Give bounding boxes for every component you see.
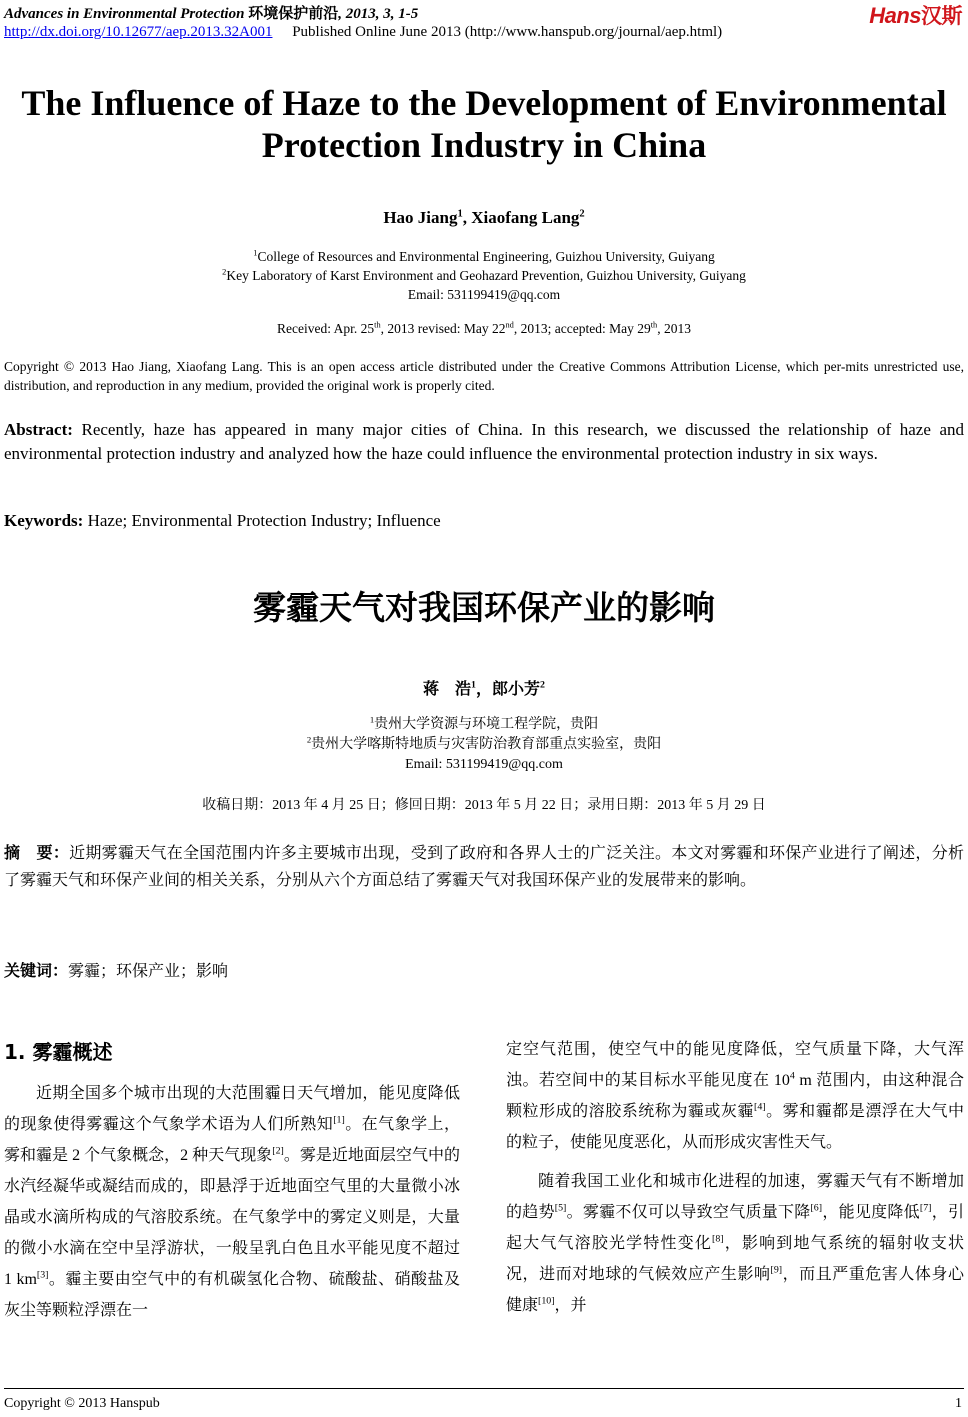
hans-logo	[869, 0, 962, 30]
p2-text-f: ，而且严重危害人体身心健康	[506, 1266, 964, 1314]
journal-name-cn: 环境保护前沿	[248, 6, 339, 22]
p2-text-b: 。雾霾不仅可以导致空气质量下降	[566, 1204, 811, 1221]
abstract-cn-label: 摘 要：	[4, 843, 70, 862]
ref-9: [9]	[770, 1264, 783, 1276]
dates-en	[0, 321, 968, 337]
affiliations-en	[0, 247, 968, 304]
author-2: Xiaofang Lang	[471, 208, 580, 227]
ref-1: [1]	[333, 1114, 345, 1126]
section-1-title: 1. 雾霾概述	[4, 1040, 113, 1064]
ref-8: [8]	[712, 1233, 724, 1245]
ref-6: [6]	[810, 1202, 823, 1214]
p2-text-d: ，引起大气气溶胶光学特性变化	[506, 1204, 964, 1252]
abstract-en	[4, 418, 964, 465]
journal-header	[4, 2, 418, 23]
affiliation-cn-2	[0, 735, 968, 755]
ref-2: [2]	[272, 1145, 284, 1157]
abstract-label: Abstract:	[4, 420, 73, 439]
revised: , 2013 revised: May 22	[380, 321, 506, 336]
body-column-right	[506, 1034, 964, 1321]
received: Received: Apr. 25	[277, 321, 375, 336]
paragraph-1	[4, 1078, 460, 1326]
author-1-cn: 蒋 浩	[423, 681, 472, 698]
keywords-cn-text: 雾霾；环保产业；影响	[68, 963, 229, 980]
author-1: Hao Jiang	[383, 208, 458, 227]
ref-5: [5]	[554, 1202, 567, 1214]
email-en: Email: 531199419@qq.com	[407, 287, 561, 302]
accepted-sup: th	[650, 320, 658, 330]
paper-title-en: The Influence of Haze to the Development of Environmental Protection Industry in China	[21, 83, 947, 165]
ref-7: [7]	[919, 1202, 932, 1214]
aff2-sup: 2	[222, 267, 227, 277]
authors-en	[0, 208, 968, 228]
body-column-left	[4, 1078, 460, 1326]
ref-10: [10]	[538, 1295, 555, 1307]
p1-text-a: 近期全国多个城市出现的大范围霾日天气增加，能见度降低的现象使得雾霾这个气象学术语为人们所熟知	[4, 1085, 460, 1133]
aff-cn1-sup: 1	[369, 714, 375, 725]
keywords-text: Haze; Environmental Protection Industry; Influence	[83, 511, 441, 530]
page-number: 1	[955, 1396, 962, 1411]
p2-text-a: 随着我国工业化和城市化进程的加速，雾霾天气有不断增加的趋势	[506, 1173, 964, 1221]
revised-sup: nd	[505, 320, 514, 330]
affiliation-2	[0, 266, 968, 285]
affiliation-cn-1	[0, 715, 968, 735]
published-online: Published Online June 2013 (http://www.hanspub.org/journal/aep.html)	[292, 24, 723, 40]
journal-issue: , 2013, 3, 1-5	[338, 6, 419, 22]
aff-cn2-text: 贵州大学喀斯特地质与灾害防治教育部重点实验室，贵阳	[311, 737, 662, 752]
dates-cn: 收稿日期：2013 年 4 月 25 日；修回日期：2013 年 5 月 22 日；录用日期：2013 年 5 月 29 日	[202, 798, 766, 813]
abstract-text: Recently, haze has appeared in many major cities of China. In this research, we discussed the relationship of haze and environmental protection industry and analyzed how the haze could influence the environmental protection industry in six ways.	[4, 420, 964, 463]
authors-cn	[0, 676, 968, 699]
journal-name: Advances in Environmental Protection	[4, 6, 245, 22]
affiliations-cn	[0, 715, 968, 775]
keywords-cn	[4, 958, 228, 981]
p2-text-e: ，影响到地气系统的辐射收支状况，进而对地球的气候效应产生影响	[506, 1235, 964, 1283]
abstract-cn-text: 近期雾霾天气在全国范围内许多主要城市出现，受到了政府和各界人士的广泛关注。本文对雾霾和环保产业进行了阐述，分析了雾霾天气和环保产业间的相关关系，分别从六个方面总结了雾霾天气对我国环保产业的发展带来的影响。	[4, 845, 964, 889]
abstract-cn	[4, 840, 964, 894]
author-cn-sep: ，	[475, 681, 492, 698]
keywords-label: Keywords:	[4, 511, 84, 530]
aff2-text: Key Laboratory of Karst Environment and Geohazard Prevention, Guizhou University, Guiyang	[226, 268, 746, 283]
received-sup: th	[374, 320, 381, 330]
keywords-en	[4, 511, 441, 531]
p1-text-d: 。霾主要由空气中的有机碳氢化合物、硫酸盐、硝酸盐及灰尘等颗粒浮漂在一	[4, 1271, 460, 1319]
footer-copyright: Copyright © 2013 Hanspub	[4, 1396, 160, 1411]
keywords-cn-label: 关键词：	[4, 961, 69, 980]
p1-text-c: 。雾是近地面层空气中的水汽经凝华或凝结而成的，即悬浮于近地面空气里的大量微小冰晶或水滴所构成的气溶胶系统。在气象学中的雾定义则是，大量的微小水滴在空中呈浮游状，一般呈乳白色且水平能见度不超过 1 km	[4, 1147, 460, 1288]
ref-3: [3]	[36, 1269, 49, 1281]
author-1-sup: 1	[457, 208, 463, 220]
p1-text-b: 。在气象学上，雾和霾是 2 个气象概念，2 种天气现象	[4, 1116, 460, 1164]
author-1-cn-sup: 1	[471, 679, 476, 691]
footer-divider	[4, 1388, 964, 1389]
accepted-year: , 2013	[657, 321, 691, 336]
author-2-cn-sup: 2	[540, 679, 545, 691]
logo-latin: Hans	[869, 3, 921, 28]
p1c-text-c: 。雾和霾都是漂浮在大气中的粒子，使能见度恶化，从而形成灾害性天气。	[506, 1103, 964, 1151]
author-sep: ,	[462, 208, 472, 227]
p1c-text-a: 定空气范围，使空气中的能见度降低，空气质量下降，大气浑浊。若空间中的某目标水平能见度在 10	[506, 1041, 964, 1089]
aff-cn2-sup: 2	[306, 734, 312, 745]
p2-text-c: ，能见度降低	[822, 1204, 920, 1221]
paragraph-2	[506, 1166, 964, 1321]
email-cn: Email: 531199419@qq.com	[405, 757, 563, 772]
aff1-text: College of Resources and Environmental Engineering, Guizhou University, Guiyang	[257, 249, 715, 264]
author-2-sup: 2	[579, 208, 585, 220]
exponent: 4	[789, 1070, 795, 1082]
doi-link[interactable]: http://dx.doi.org/10.12677/aep.2013.32A001	[4, 24, 273, 40]
doi-line	[4, 24, 722, 41]
logo-cn: 汉斯	[921, 5, 962, 28]
copyright-notice: Copyright © 2013 Hao Jiang, Xiaofang Lang. This is an open access article distributed under the Creative Commons Attribution License, which per-mits unrestricted use, distribution, and reproduction in any medium, provided the original work is properly cited.	[4, 359, 964, 393]
p2-text-g: ，并	[554, 1297, 587, 1314]
p1c-text-b: m 范围内，由这种混合颗粒形成的溶胶系统称为霾或灰霾	[506, 1072, 964, 1120]
accepted: , 2013; accepted: May 29	[513, 321, 651, 336]
affiliation-1	[0, 247, 968, 266]
paragraph-1-cont	[506, 1034, 964, 1158]
author-2-cn: 郎小芳	[492, 681, 541, 698]
aff1-sup: 1	[253, 248, 258, 258]
paper-title-cn: 雾霾天气对我国环保产业的影响	[253, 588, 715, 627]
aff-cn1-text: 贵州大学资源与环境工程学院，贵阳	[374, 717, 599, 732]
ref-4: [4]	[754, 1101, 766, 1113]
